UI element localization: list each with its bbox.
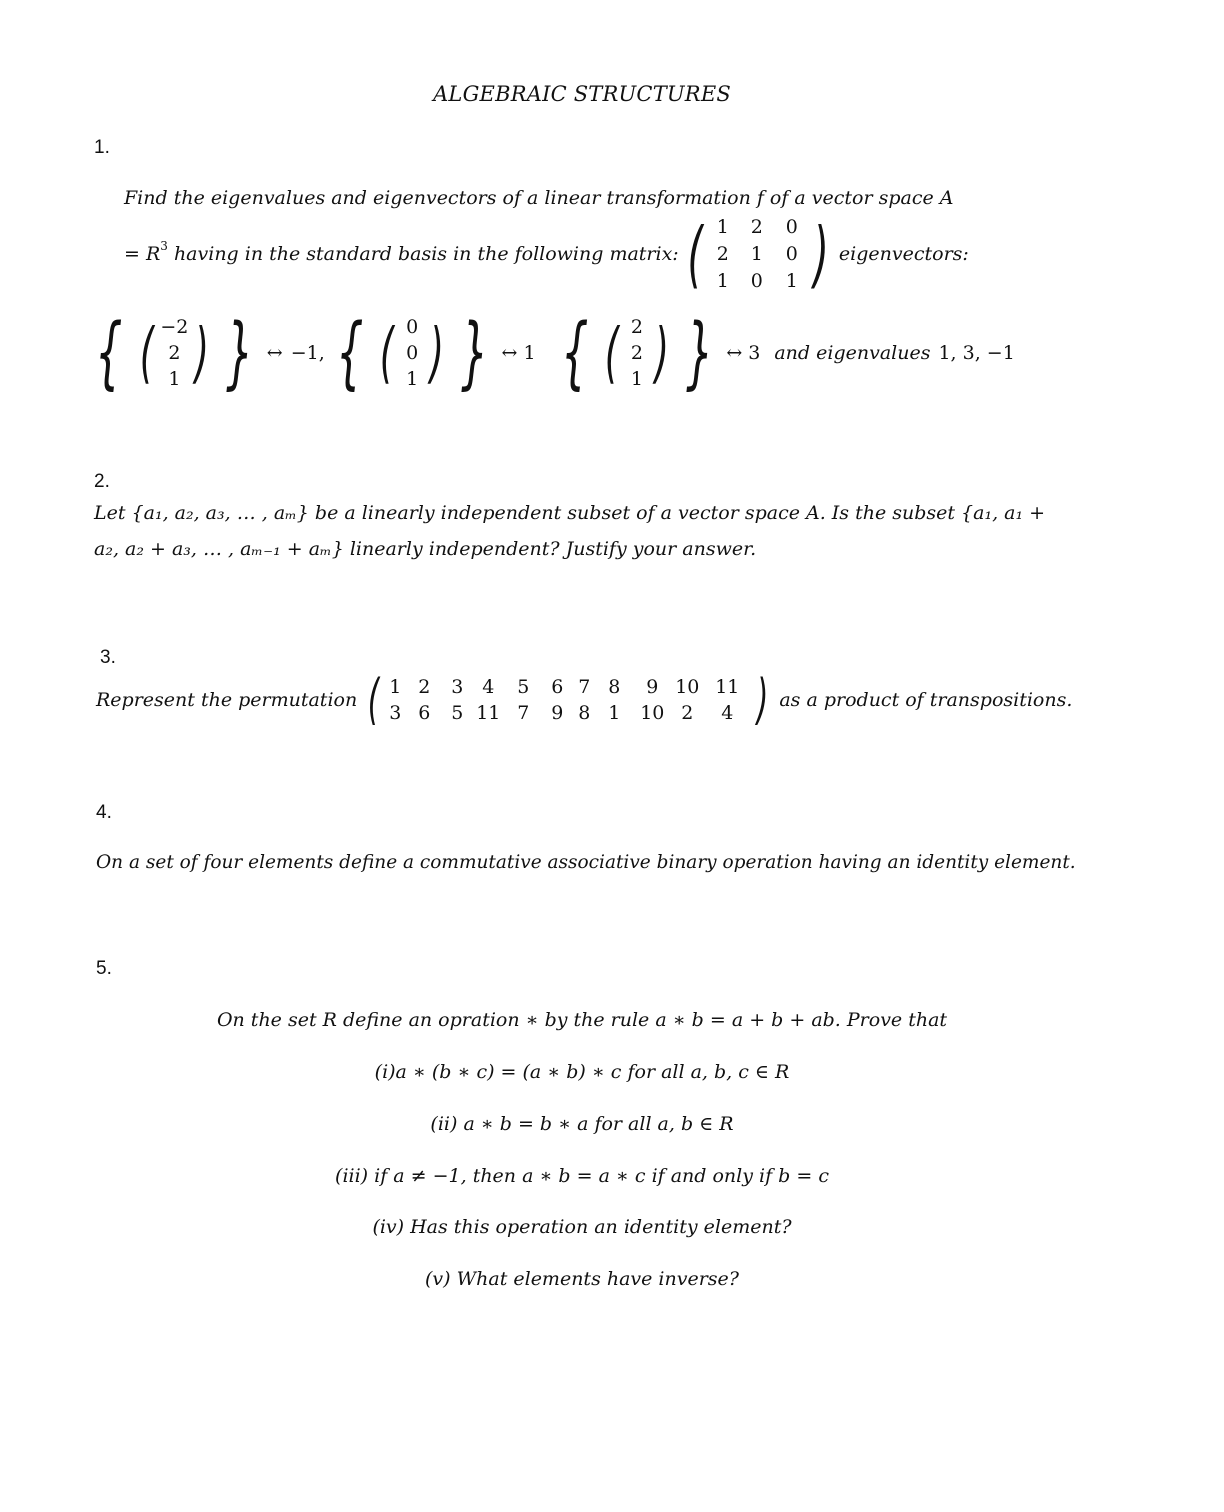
perm-cell: 5 (451, 702, 464, 724)
arrow-icon: ↔ (266, 342, 283, 364)
eigen-tail: and eigenvalues (774, 342, 931, 364)
permutation-grid (384, 674, 752, 726)
problem-3-number: 3. (100, 647, 116, 668)
perm-cell: 6 (551, 676, 564, 698)
vector-cell: 2 (630, 342, 643, 364)
problem-2-line1: Let {a₁, a₂, a₃, … , aₘ} be a linearly independent subset of a vector space A. Is the subset {a₁, a₁ + (94, 502, 1046, 524)
left-brace: { (335, 308, 364, 398)
left-paren: ( (380, 314, 395, 391)
page-title: ALGEBRAIC STRUCTURES (433, 82, 731, 106)
perm-cell: 10 (640, 702, 665, 724)
problem-5-part-i: (i)a ∗ (b ∗ c) = (a ∗ b) ∗ c for all a, b, c ∈ R (374, 1061, 790, 1083)
eigenvalues-list: 1, 3, −1 (938, 342, 1015, 364)
perm-cell: 1 (608, 702, 621, 724)
matrix-cell: 2 (716, 242, 729, 265)
eigenvector-list (84, 310, 1015, 396)
left-brace: { (560, 308, 589, 398)
perm-cell: 8 (608, 676, 621, 698)
permutation-prefix: Represent the permutation (96, 689, 358, 711)
perm-cell: 9 (551, 702, 564, 724)
matrix-cell: 1 (716, 269, 729, 292)
line2-sup: 3 (160, 239, 168, 253)
right-paren: ) (757, 668, 769, 731)
perm-cell: 10 (675, 676, 700, 698)
vector-cell: 0 (406, 342, 419, 364)
right-brace: } (461, 308, 489, 398)
matrix-cell: 0 (750, 269, 763, 292)
vector (400, 314, 424, 392)
perm-cell: 7 (578, 676, 591, 698)
eigenvalue-3: 3 (748, 342, 761, 364)
eigenvector-1 (84, 308, 265, 398)
problem-4-text: On a set of four elements define a commutative associative binary operation having an identity element. (96, 852, 1076, 873)
eigenvalue-2: 1 (523, 342, 536, 364)
problem-5-number: 5. (96, 958, 112, 979)
vector-cell: 1 (406, 368, 419, 390)
problem-5-part-v: (v) What elements have inverse? (425, 1268, 739, 1290)
line2-mid: having in the standard basis in the following matrix: (167, 243, 679, 265)
matrix-cell: 1 (785, 269, 798, 292)
vector (625, 314, 649, 392)
problem-2-number: 2. (94, 471, 110, 492)
problem-2-line2: a₂, a₂ + a₃, … , aₘ₋₁ + aₘ} linearly independent? Justify your answer. (94, 538, 757, 560)
vector-cell: 0 (406, 316, 419, 338)
arrow-icon: ↔ (501, 342, 518, 364)
eigenvalue-1: −1, (290, 342, 325, 364)
right-paren: ) (195, 314, 210, 391)
perm-cell: 4 (482, 676, 495, 698)
problem-1-number: 1. (94, 137, 110, 158)
matrix-cell: 2 (750, 215, 763, 238)
permutation-suffix: as a product of transpositions. (779, 689, 1073, 711)
matrix-cell: 0 (785, 215, 798, 238)
perm-cell: 6 (418, 702, 431, 724)
right-brace: } (226, 308, 254, 398)
right-paren: ) (654, 314, 669, 391)
problem-3-line (96, 670, 1072, 730)
vector-cell: 1 (630, 368, 643, 390)
perm-cell: 1 (389, 676, 402, 698)
problem-1-line2 (124, 212, 969, 296)
perm-cell: 11 (715, 676, 740, 698)
left-paren: ( (367, 668, 380, 731)
right-paren: ) (813, 212, 829, 296)
line2-suffix: eigenvectors: (838, 243, 969, 265)
matrix-grid (709, 214, 807, 295)
perm-cell: 2 (681, 702, 694, 724)
arrow-icon: ↔ (726, 342, 743, 364)
perm-cell: 2 (418, 676, 431, 698)
perm-cell: 3 (389, 702, 402, 724)
problem-5-part-iii: (iii) if a ≠ −1, then a ∗ b = a ∗ c if and only if b = c (335, 1165, 829, 1187)
left-brace: { (95, 308, 123, 398)
vector-cell: −2 (160, 316, 189, 338)
permutation-matrix (363, 668, 773, 731)
left-paren: ( (604, 314, 620, 391)
vector-cell: 1 (168, 368, 181, 390)
right-paren: ) (429, 314, 445, 391)
perm-cell: 4 (721, 702, 734, 724)
left-paren: ( (687, 212, 703, 296)
matrix-cell: 1 (716, 215, 729, 238)
problem-4-number: 4. (96, 802, 112, 823)
transformation-matrix (681, 214, 835, 295)
eigenvector-2 (325, 308, 500, 398)
vector-cell: 2 (168, 342, 181, 364)
perm-cell: 7 (517, 702, 530, 724)
matrix-cell: 0 (785, 242, 798, 265)
vector (159, 314, 189, 392)
vector-cell: 2 (630, 316, 643, 338)
perm-cell: 5 (517, 676, 530, 698)
problem-5-intro: On the set R define an opration ∗ by the rule a ∗ b = a + b + ab. Prove that (216, 1009, 948, 1031)
line2-prefix: = R (124, 243, 161, 265)
problem-5-part-ii: (ii) a ∗ b = b ∗ a for all a, b ∈ R (430, 1113, 734, 1135)
problem-5-part-iv: (iv) Has this operation an identity element? (372, 1216, 792, 1238)
right-brace: } (685, 308, 714, 398)
problem-1-line1: Find the eigenvalues and eigenvectors of a linear transformation f of a vector space A (124, 187, 954, 209)
perm-cell: 3 (451, 676, 464, 698)
left-paren: ( (139, 314, 154, 391)
perm-cell: 11 (476, 702, 501, 724)
eigenvector-3 (550, 308, 725, 398)
perm-cell: 8 (578, 702, 591, 724)
perm-cell: 9 (646, 676, 659, 698)
matrix-cell: 1 (750, 242, 763, 265)
